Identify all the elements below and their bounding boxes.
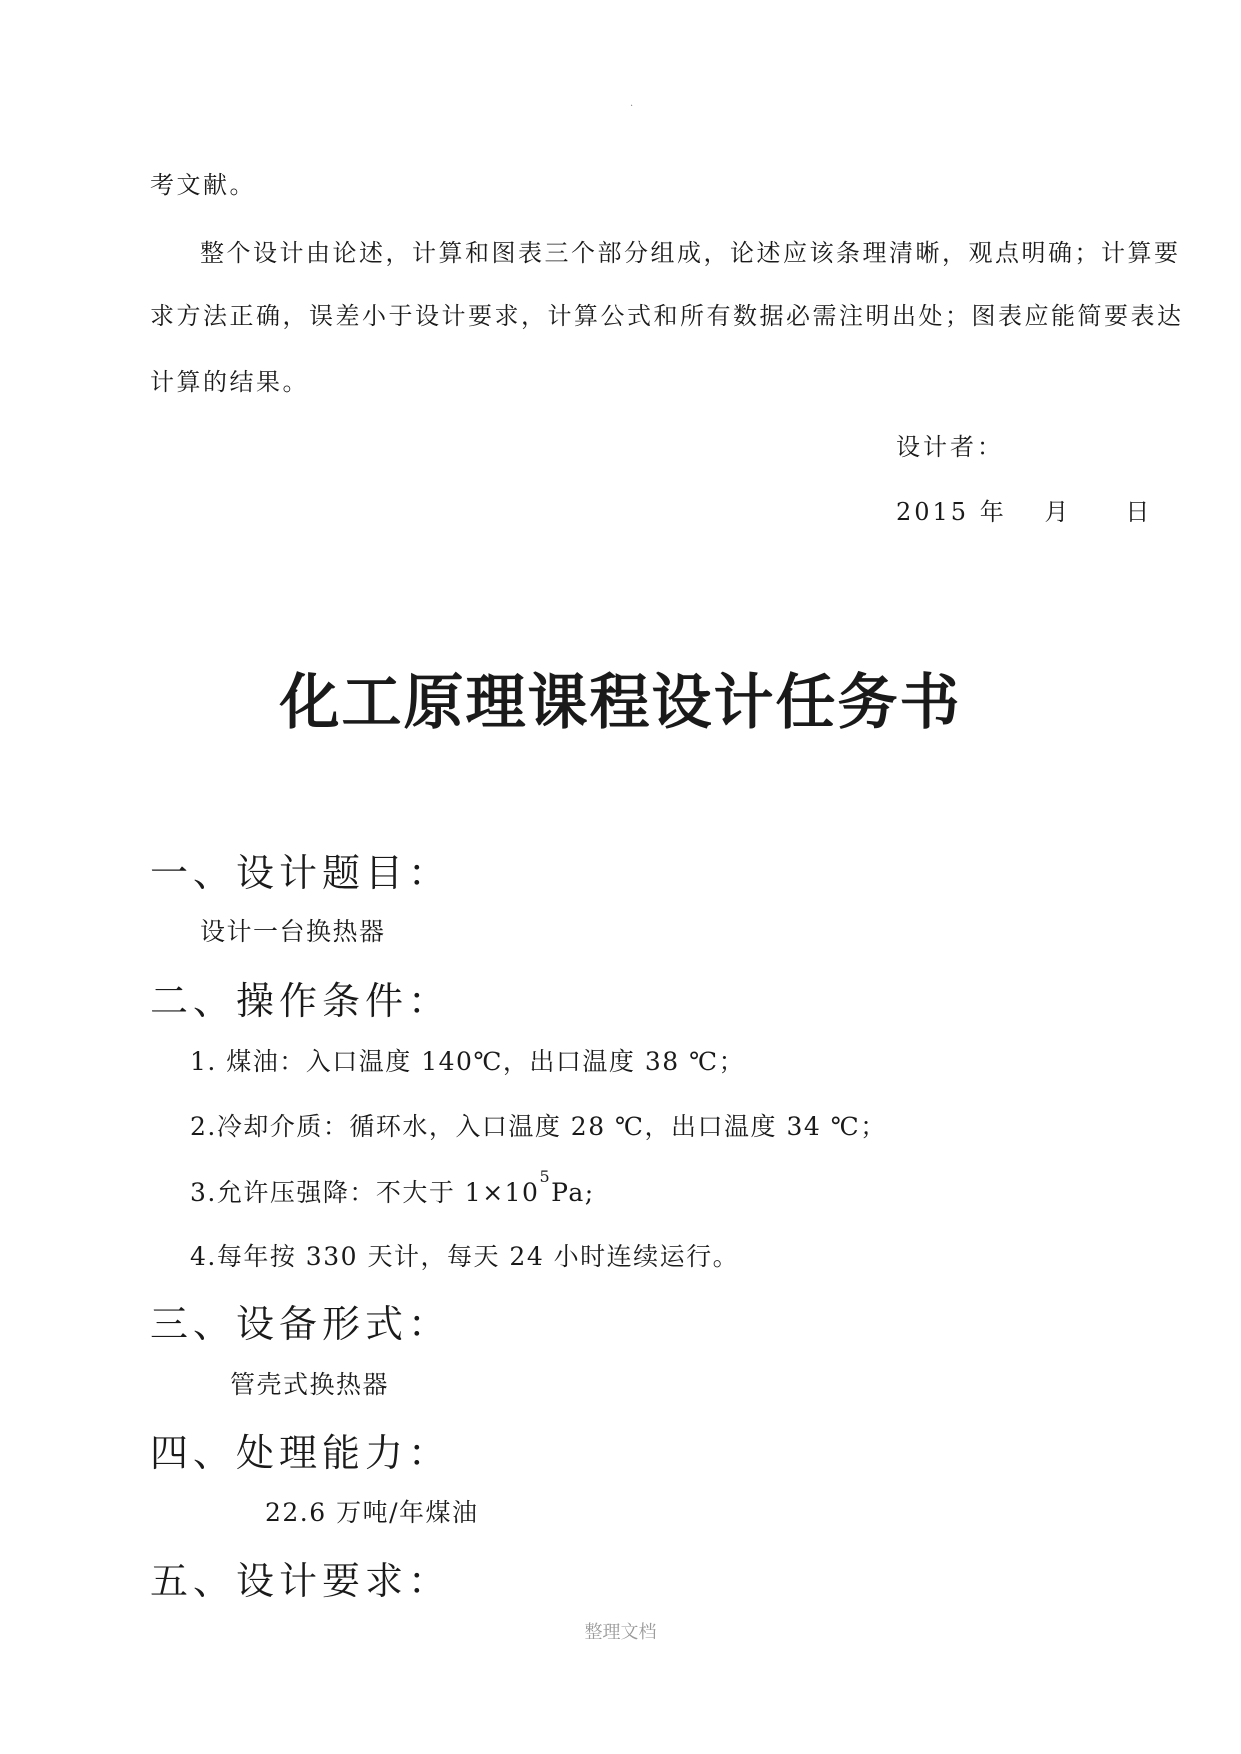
section-4-content: 22.6 万吨/年煤油: [265, 1498, 479, 1527]
footer-watermark: 整理文档: [584, 1622, 657, 1643]
designer-label: 设计者：: [896, 433, 1004, 461]
intro-line-4: 计算的结果。: [150, 368, 309, 396]
condition-item-2: 2.冷却介质：循环水，入口温度 28 ℃，出口温度 34 ℃；: [190, 1112, 887, 1141]
section-1-content: 设计一台换热器: [200, 917, 386, 946]
section-4-heading: 四、处理能力：: [150, 1431, 452, 1475]
intro-line-2: 整个设计由论述，计算和图表三个部分组成，论述应该条理清晰，观点明确；计算要: [200, 239, 1181, 267]
section-3-content: 管壳式换热器: [230, 1370, 390, 1399]
section-3-heading: 三、设备形式：: [150, 1302, 452, 1346]
condition-item-3-exponent: 5: [539, 1167, 552, 1186]
section-1-heading: 一、设计题目：: [150, 851, 452, 895]
date-text: 2015 年 月 日: [896, 498, 1153, 526]
header-mark: .: [630, 98, 634, 109]
section-5-heading: 五、设计要求：: [150, 1559, 452, 1603]
section-2-heading: 二、操作条件：: [150, 979, 452, 1023]
condition-item-3-unit: Pa;: [551, 1178, 595, 1207]
intro-line-1: 考文献。: [150, 171, 256, 199]
condition-item-4: 4.每年按 330 天计，每天 24 小时连续运行。: [190, 1242, 740, 1271]
document-title: 化工原理课程设计任务书: [279, 668, 962, 738]
condition-item-3: [190, 1167, 595, 1209]
intro-line-3: 求方法正确，误差小于设计要求，计算公式和所有数据必需注明出处；图表应能简要表达: [150, 302, 1184, 330]
condition-item-1: 1. 煤油：入口温度 140℃，出口温度 38 ℃；: [190, 1047, 746, 1076]
condition-item-3-text: 3.允许压强降：不大于 1×10: [190, 1178, 540, 1207]
